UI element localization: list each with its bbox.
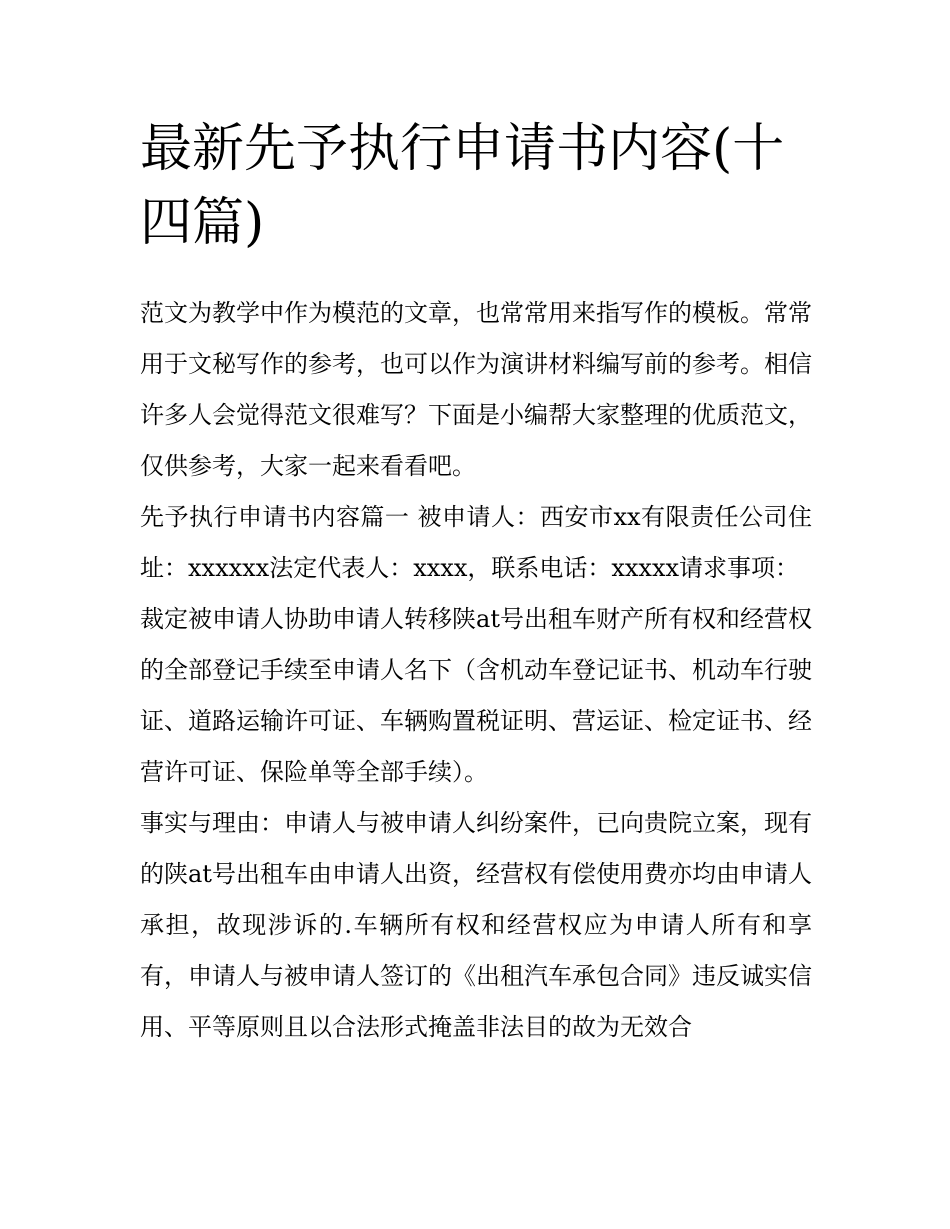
document-title: 最新先予执行申请书内容(十四篇) xyxy=(140,119,785,253)
paragraph-intro: 范文为教学中作为模范的文章，也常常用来指写作的模板。常常用于文秘写作的参考，也可以作为演讲材料编写前的参考。相信许多人会觉得范文很难写？下面是小编帮大家整理的优质范文，仅供参考，大家一起来看看吧。 xyxy=(140,299,812,480)
paragraph-respondent-info: 先予执行申请书内容篇一 被申请人：西安市xx有限责任公司住址：xxxxxx法定代表人：xxxx，联系电话：xxxxx请求事项： xyxy=(140,503,812,582)
paragraph-request: 裁定被申请人协助申请人转移陕at号出租车财产所有权和经营权的全部登记手续至申请人名下（含机动车登记证书、机动车行驶证、道路运输许可证、车辆购置税证明、营运证、检定证书、经营许可证、保险单等全部手续）。 xyxy=(140,605,812,786)
document-content xyxy=(140,112,812,1053)
paragraph-facts-and-reasons: 事实与理由：申请人与被申请人纠纷案件，已向贵院立案，现有的陕at号出租车由申请人出资，经营权有偿使用费亦均由申请人承担，故现涉诉的.车辆所有权和经营权应为申请人所有和享有，申请人与被申请人签订的《出租汽车承包合同》违反诚实信用、平等原则且以合法形式掩盖非法目的故为无效合 xyxy=(140,809,812,1041)
document-body xyxy=(140,288,812,1053)
